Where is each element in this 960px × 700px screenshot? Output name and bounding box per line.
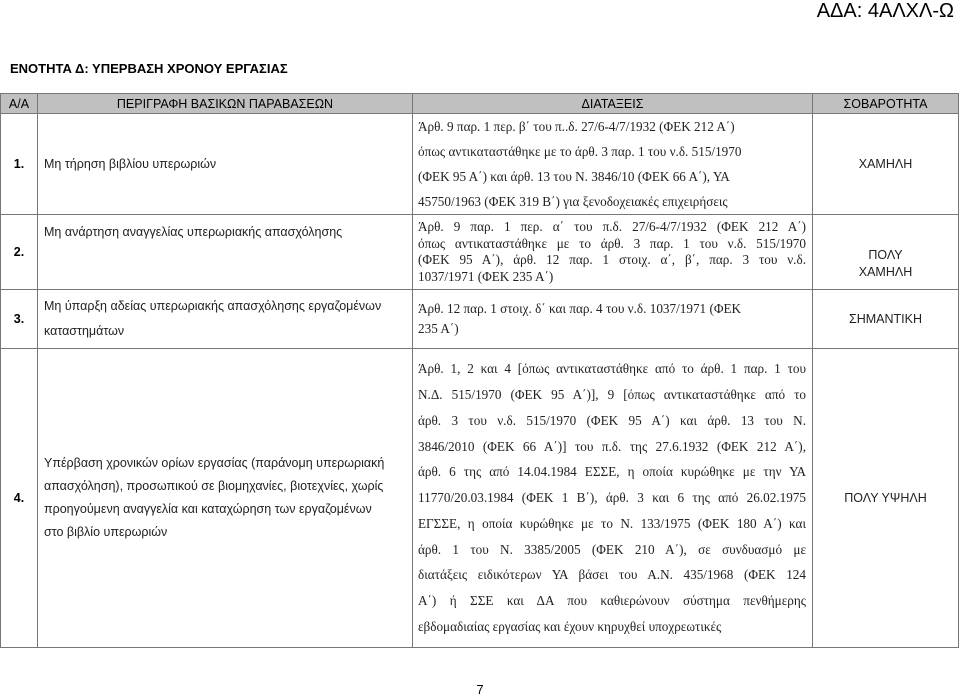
provision-line: (ΦΕΚ 95 Α΄), άρθ. 12 παρ. 1 στοιχ. α΄, β΄, παρ. 3 του ν.δ. [418, 252, 806, 267]
provision-line: Άρθ. 9 παρ. 1 περ. β΄ του π..δ. 27/6-4/7/1932 (ΦΕΚ 212 Α΄) [418, 119, 735, 134]
provision-line: 45750/1963 (ΦΕΚ 319 Β΄) για ξενοδοχειακές επιχειρήσεις [418, 194, 728, 209]
severity-line: ΧΑΜΗΛΗ [858, 156, 913, 171]
provision-line: 3846/2010 (ΦΕΚ 66 Α΄)] του π.δ. της 27.6.1932 (ΦΕΚ 212 Α΄), [418, 438, 806, 454]
row-severity [813, 290, 959, 349]
row-severity [813, 215, 959, 290]
provision-line: Ν.Δ. 515/1970 (ΦΕΚ 95 Α΄)], 9 [όπως αντικαταστάθηκε από το [418, 386, 806, 402]
provision-line: άρθ. 6 της από 14.04.1984 ΕΣΣΕ, η οποία κυρώθηκε με την ΥΑ [418, 464, 806, 480]
row-description: Μη τήρηση βιβλίου υπερωριών [38, 114, 413, 215]
provision-line: 11770/20.03.1984 (ΦΕΚ 1 Β΄), άρθ. 3 και 6 της από 26.02.1975 [418, 490, 806, 506]
provision-line: (ΦΕΚ 95 Α΄) και άρθ. 13 του Ν. 3846/10 (ΦΕΚ 66 Α΄), ΥΑ [418, 169, 730, 184]
row-provisions [413, 290, 813, 349]
provision-line: 1037/1971 (ΦΕΚ 235 Α΄) [418, 268, 554, 284]
row-description [38, 290, 413, 349]
header-description: ΠΕΡΙΓΡΑΦΗ ΒΑΣΙΚΩΝ ΠΑΡΑΒΑΣΕΩΝ [38, 94, 413, 114]
row-description: Μη ανάρτηση αναγγελίας υπερωριακής απασχόλησης [38, 215, 413, 290]
provision-line: Άρθ. 1, 2 και 4 [όπως αντικαταστάθηκε από το άρθ. 1 παρ. 1 του [418, 361, 806, 377]
table-row [1, 290, 959, 349]
description-line: στο βιβλίο υπερωριών [44, 525, 168, 539]
header-severity: ΣΟΒΑΡΟΤΗΤΑ [813, 94, 959, 114]
provision-line: άρθ. 3 του ν.δ. 515/1970 (ΦΕΚ 95 Α΄) και άρθ. 13 του Ν. [418, 412, 806, 428]
row-provisions [413, 349, 813, 648]
provision-line: άρθ. 1 του Ν. 3385/2005 (ΦΕΚ 210 Α΄), σε συνδυασμό με [418, 541, 806, 557]
severity-line: ΠΟΛΥ ΥΨΗΛΗ [844, 490, 927, 505]
description-line: Μη ύπαρξη αδείας υπερωριακής απασχόλησης εργαζομένων [44, 299, 382, 313]
provision-line: ΕΓΣΣΕ, η οποία κυρώθηκε με το Ν. 133/1975 (ΦΕΚ 180 Α΄) και [418, 515, 806, 531]
provision-line: Άρθ. 12 παρ. 1 στοιχ. δ΄ και παρ. 4 του ν.δ. 1037/1971 (ΦΕΚ [418, 301, 742, 316]
description-line: καταστημάτων [44, 324, 125, 338]
row-severity [813, 114, 959, 215]
header-provisions: ΔΙΑΤΑΞΕΙΣ [413, 94, 813, 114]
severity-line: ΧΑΜΗΛΗ [858, 265, 913, 279]
severity-line: ΠΟΛΥ [868, 248, 903, 262]
description-line: απασχόληση), προσωπικού σε βιομηχανίες, βιοτεχνίες, χωρίς [44, 479, 384, 493]
section-title: ΕΝΟΤΗΤΑ Δ: ΥΠΕΡΒΑΣΗ ΧΡΟΝΟΥ ΕΡΓΑΣΙΑΣ [10, 61, 288, 76]
row-provisions [413, 114, 813, 215]
row-number: 1. [1, 114, 38, 215]
row-number: 4. [1, 349, 38, 648]
table-header-row [1, 94, 959, 114]
ada-code: ΑΔΑ: 4ΑΛΧΛ-Ω [816, 0, 954, 22]
provision-line: όπως αντικαταστάθηκε με το άρθ. 3 παρ. 1 του ν.δ. 515/1970 [418, 235, 806, 251]
page-number: 7 [476, 682, 484, 697]
severity-line: ΣΗΜΑΝΤΙΚΗ [848, 311, 922, 326]
row-provisions [413, 215, 813, 290]
description-line: προηγούμενη αναγγελία και καταχώρηση των εργαζομένων [44, 502, 372, 516]
row-number: 2. [1, 215, 38, 290]
provision-line: Α΄) ή ΣΣΕ και ΔΑ που καθιερώνουν σύστημα πενθήμερης [418, 593, 806, 609]
provision-line: 235 Α΄) [418, 321, 459, 336]
row-number: 3. [1, 290, 38, 349]
provision-line: διατάξεις ειδικότερων ΥΑ βάσει του Α.Ν. 435/1968 (ΦΕΚ 124 [418, 567, 806, 583]
provision-line: εβδομαδιαίας εργασίας και έχουν κηρυχθεί υποχρεωτικές [418, 619, 722, 635]
header-aa: Α/Α [1, 94, 38, 114]
table-row [1, 215, 959, 290]
row-severity [813, 349, 959, 648]
row-description [38, 349, 413, 648]
table-row [1, 114, 959, 215]
table-row [1, 349, 959, 648]
provision-line: Άρθ. 9 παρ. 1 περ. α΄ του π.δ. 27/6-4/7/1932 (ΦΕΚ 212 Α΄) [418, 219, 806, 234]
description-line: Υπέρβαση χρονικών ορίων εργασίας (παράνομη υπερωριακή [44, 456, 385, 470]
violations-table [0, 93, 959, 648]
provision-line: όπως αντικαταστάθηκε με το άρθ. 3 παρ. 1 του ν.δ. 515/1970 [418, 144, 742, 159]
